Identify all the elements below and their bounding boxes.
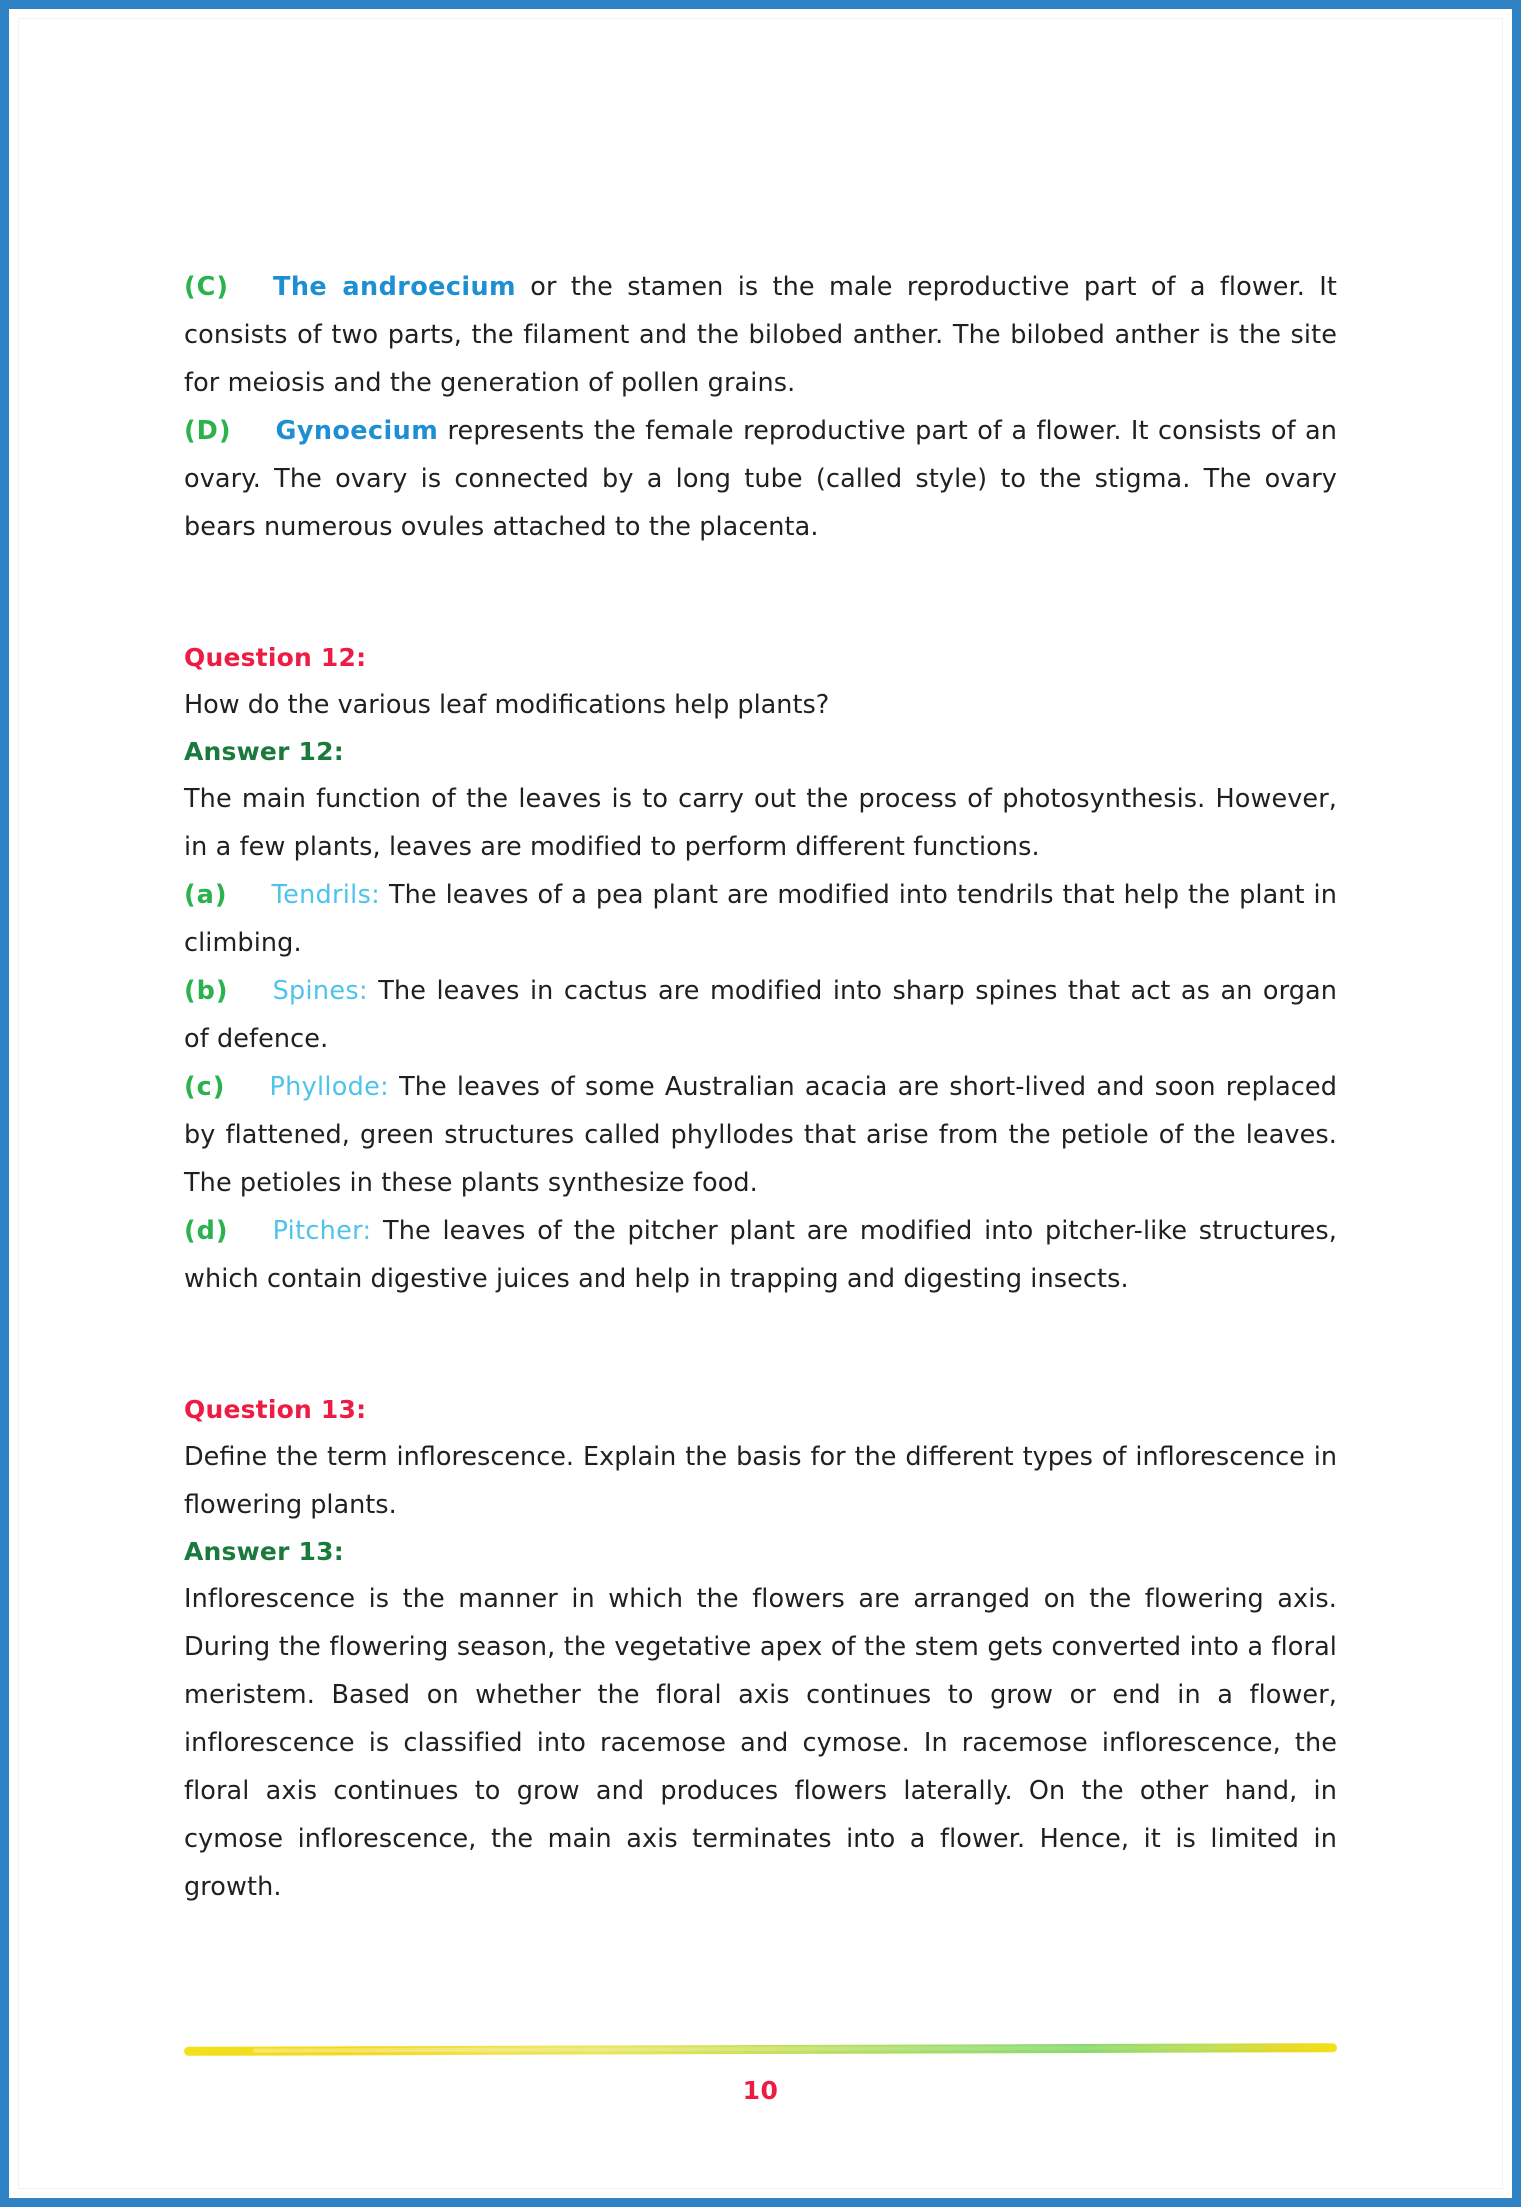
term-tendrils: Tendrils: — [271, 880, 381, 910]
list-label-d2: (d) — [184, 1216, 229, 1246]
question-12-heading: Question 12: — [184, 643, 367, 672]
leaf-modification-item-c-body: The leaves of some Australian acacia are short-lived and soon replaced by flattened, green structures called phyllodes that arise from the petiole of the leaves. The petioles in these plants synthesize food. — [184, 1072, 1337, 1198]
section-spacer — [184, 1303, 1337, 1387]
question-13-heading: Question 13: — [184, 1395, 367, 1424]
list-label-c2: (c) — [184, 1072, 226, 1102]
list-label-a: (a) — [184, 880, 228, 910]
term-phyllode: Phyllode: — [269, 1072, 390, 1102]
leaf-modification-item-a — [184, 871, 1337, 967]
page-number: 10 — [742, 2076, 779, 2105]
answer-12-heading: Answer 12: — [184, 737, 344, 766]
leaf-modification-item-b-body: The leaves in cactus are modified into sharp spines that act as an organ of defence. — [184, 976, 1337, 1054]
leaf-modification-item-b — [184, 967, 1337, 1063]
term-spines: Spines: — [272, 976, 368, 1006]
page-inner-surface — [18, 18, 1503, 2189]
leaf-modification-item-d-body: The leaves of the pitcher plant are modified into pitcher-like structures, which contain digestive juices and help in trapping and digesting insects. — [184, 1216, 1337, 1294]
leaf-modification-item-a-body: The leaves of a pea plant are modified into tendrils that help the plant in climbing. — [184, 880, 1337, 958]
leaf-modification-item-d — [184, 1207, 1337, 1303]
footer-gradient-rule — [184, 2043, 1337, 2056]
answer-12-intro: The main function of the leaves is to carry out the process of photosynthesis. However, in a few plants, leaves are modified to perform different functions. — [184, 784, 1337, 862]
list-label-c: (C) — [184, 272, 230, 302]
answer-13-text: Inflorescence is the manner in which the flowers are arranged on the flowering axis. During the flowering season, the vegetative apex of the stem gets converted into a floral meristem. Based on whether the floral axis continues to grow or end in a flower, inflorescence is classified into racemose and cymose. In racemose inflorescence, the floral axis continues to grow and produces flowers laterally. On the other hand, in cymose inflorescence, the main axis terminates into a flower. Hence, it is limited in growth. — [184, 1584, 1337, 1902]
paragraph-androecium — [184, 263, 1337, 407]
leaf-modification-item-c — [184, 1063, 1337, 1207]
document-content — [184, 263, 1337, 1911]
question-13-text: Define the term inflorescence. Explain the basis for the different types of inflorescence in flowering plants. — [184, 1442, 1337, 1520]
page-footer — [184, 2045, 1337, 2105]
paragraph-gynoecium — [184, 407, 1337, 551]
answer-13-heading: Answer 13: — [184, 1537, 344, 1566]
term-androecium: The androecium — [273, 272, 516, 302]
paragraph-gynoecium-body: represents the female reproductive part of a flower. It consists of an ovary. The ovary is connected by a long tube (called style) to the stigma. The ovary bears numerous ovules attached to the placenta. — [184, 416, 1337, 542]
paragraph-androecium-body: or the stamen is the male reproductive part of a flower. It consists of two parts, the filament and the bilobed anther. The bilobed anther is the site for meiosis and the generation of pollen grains. — [184, 272, 1337, 398]
list-label-b: (b) — [184, 976, 229, 1006]
term-pitcher: Pitcher: — [272, 1216, 372, 1246]
term-gynoecium: Gynoecium — [275, 416, 439, 446]
list-label-d: (D) — [184, 416, 232, 446]
question-12-text: How do the various leaf modifications help plants? — [184, 690, 830, 720]
section-spacer — [184, 551, 1337, 635]
